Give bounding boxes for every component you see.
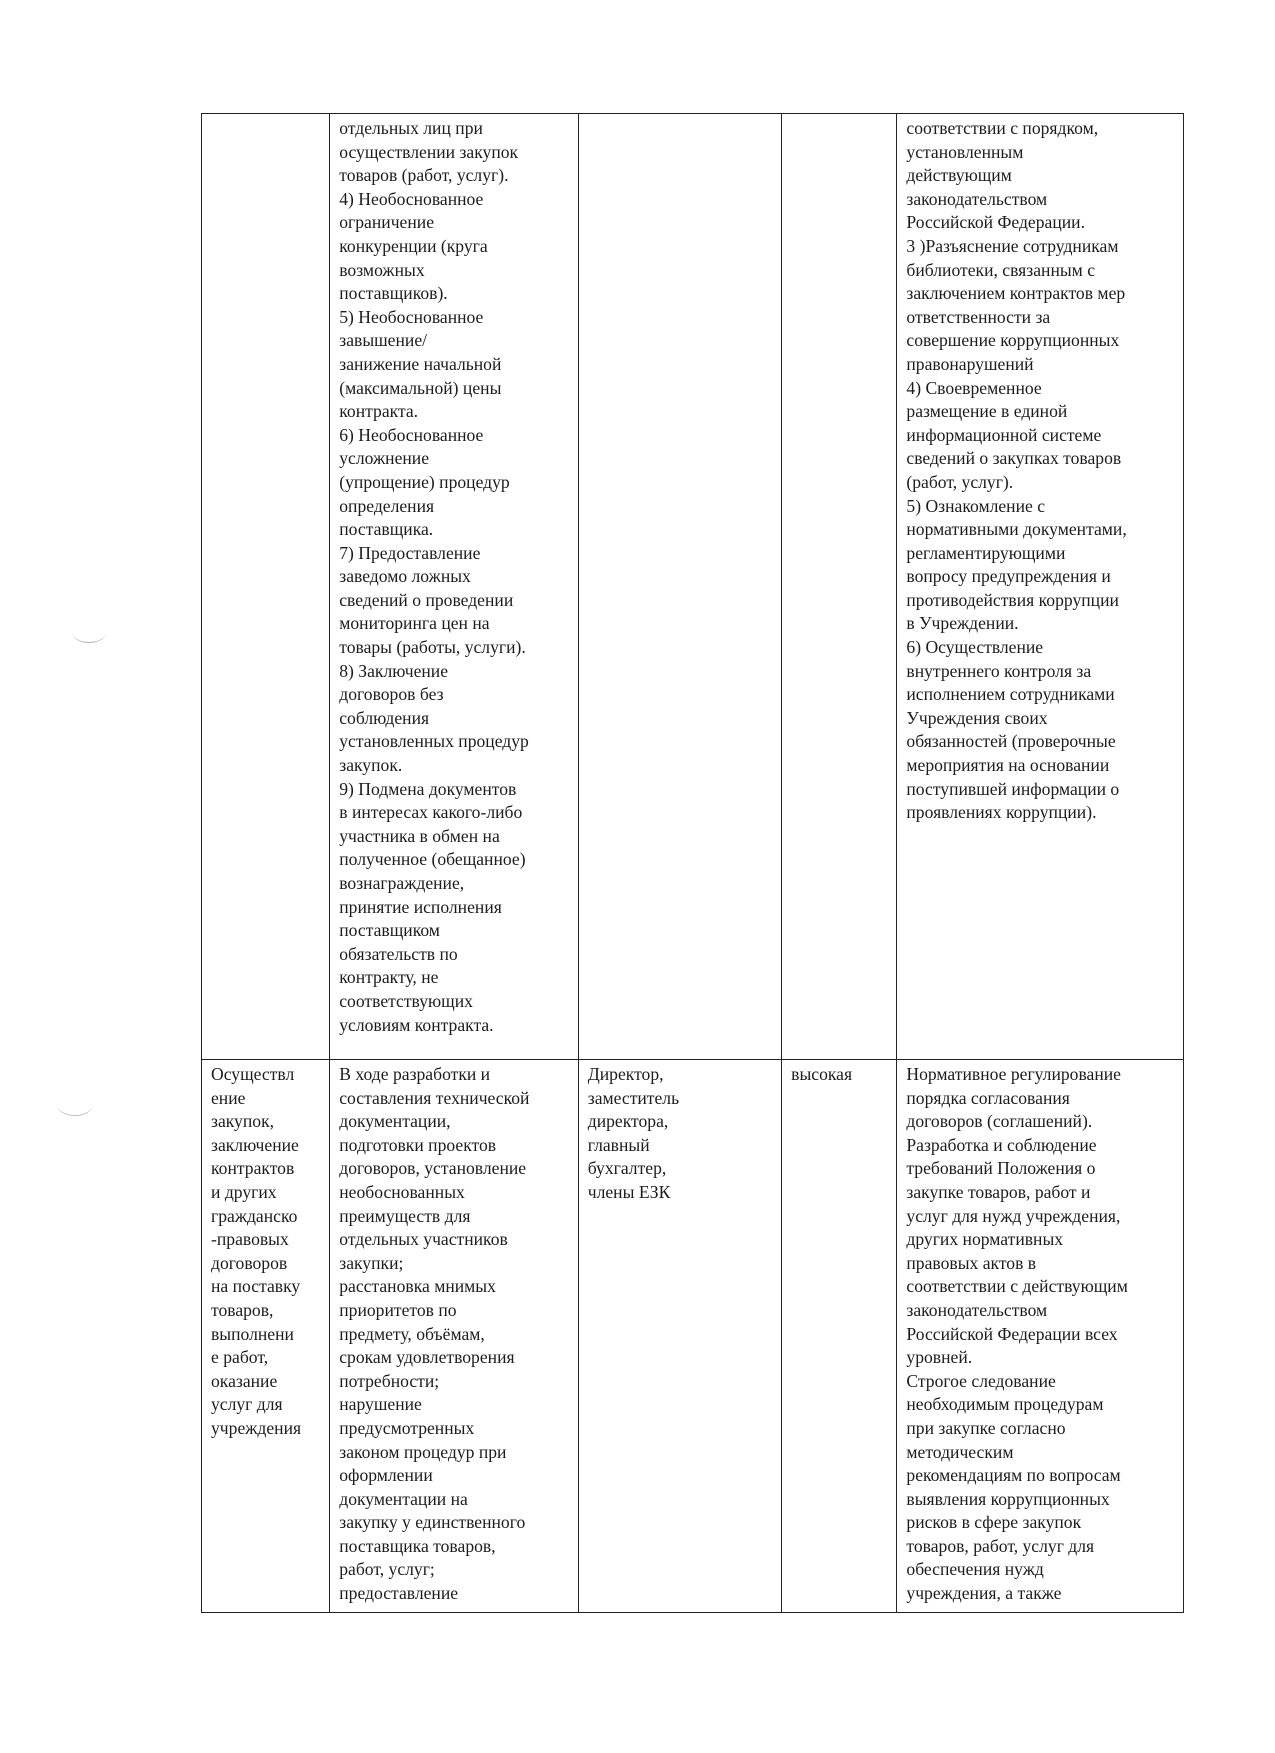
table-row: [202, 1060, 1184, 1613]
process-cell: Осуществл ение закупок, заключение контрактов и других гражданско -правовых договоров на поставку товаров, выполнени е работ, оказание услуг для учреждения: [202, 1060, 330, 1613]
scan-punch-hole-mark-lower: [57, 1093, 93, 1116]
risk-description-cell: В ходе разработки и составления технической документации, подготовки проектов договоров, установление необоснованных преимуществ для отдельных участников закупки; расстановка мнимых приоритетов по предмету, объёмам, срокам удовлетворения потребности; нарушение предусмотренных законом процедур при оформлении документации на закупку у единственного поставщика товаров, работ, услуг; предоставление: [330, 1060, 579, 1613]
corruption-risk-table: [201, 113, 1184, 1613]
scan-punch-hole-mark-upper: [72, 622, 106, 643]
positions-cell: Директор, заместитель директора, главный бухгалтер, члены ЕЗК: [578, 1060, 781, 1613]
positions-cell: [578, 114, 781, 1060]
risk-degree-cell: высокая: [782, 1060, 897, 1613]
table-row: [202, 114, 1184, 1060]
risk-degree-cell: [782, 114, 897, 1060]
risk-description-cell: отдельных лиц при осуществлении закупок товаров (работ, услуг). 4) Необоснованное ограничение конкуренции (круга возможных поставщиков). 5) Необоснованное завышение/ занижение начальной (максимальной) цены контракта. 6) Необоснованное усложнение (упрощение) процедур определения поставщика. 7) Предоставление заведомо ложных сведений о проведении мониторинга цен на товары (работы, услуги). 8) Заключение договоров без соблюдения установленных процедур закупок. 9) Подмена документов в интересах какого-либо участника в обмен на полученное (обещанное) вознаграждение, принятие исполнения поставщиком обязательств по контракту, не соответствующих условиям контракта.: [330, 114, 579, 1060]
measures-cell: Нормативное регулирование порядка согласования договоров (соглашений). Разработка и соблюдение требований Положения о закупке товаров, работ и услуг для нужд учреждения, других нормативных правовых актов в соответствии с действующим законодательством Российской Федерации всех уровней. Строгое следование необходимым процедурам при закупке согласно методическим рекомендациям по вопросам выявления коррупционных рисков в сфере закупок товаров, работ, услуг для обеспечения нужд учреждения, а также: [897, 1060, 1184, 1613]
process-cell: [202, 114, 330, 1060]
measures-cell: соответствии с порядком, установленным действующим законодательством Российской Федерации. 3 )Разъяснение сотрудникам библиотеки, связанным с заключением контрактов мер ответственности за совершение коррупционных правонарушений 4) Своевременное размещение в единой информационной системе сведений о закупках товаров (работ, услуг). 5) Ознакомление с нормативными документами, регламентирующими вопросу предупреждения и противодействия коррупции в Учреждении. 6) Осуществление внутреннего контроля за исполнением сотрудниками Учреждения своих обязанностей (проверочные мероприятия на основании поступившей информации о проявлениях коррупции).: [897, 114, 1184, 1060]
